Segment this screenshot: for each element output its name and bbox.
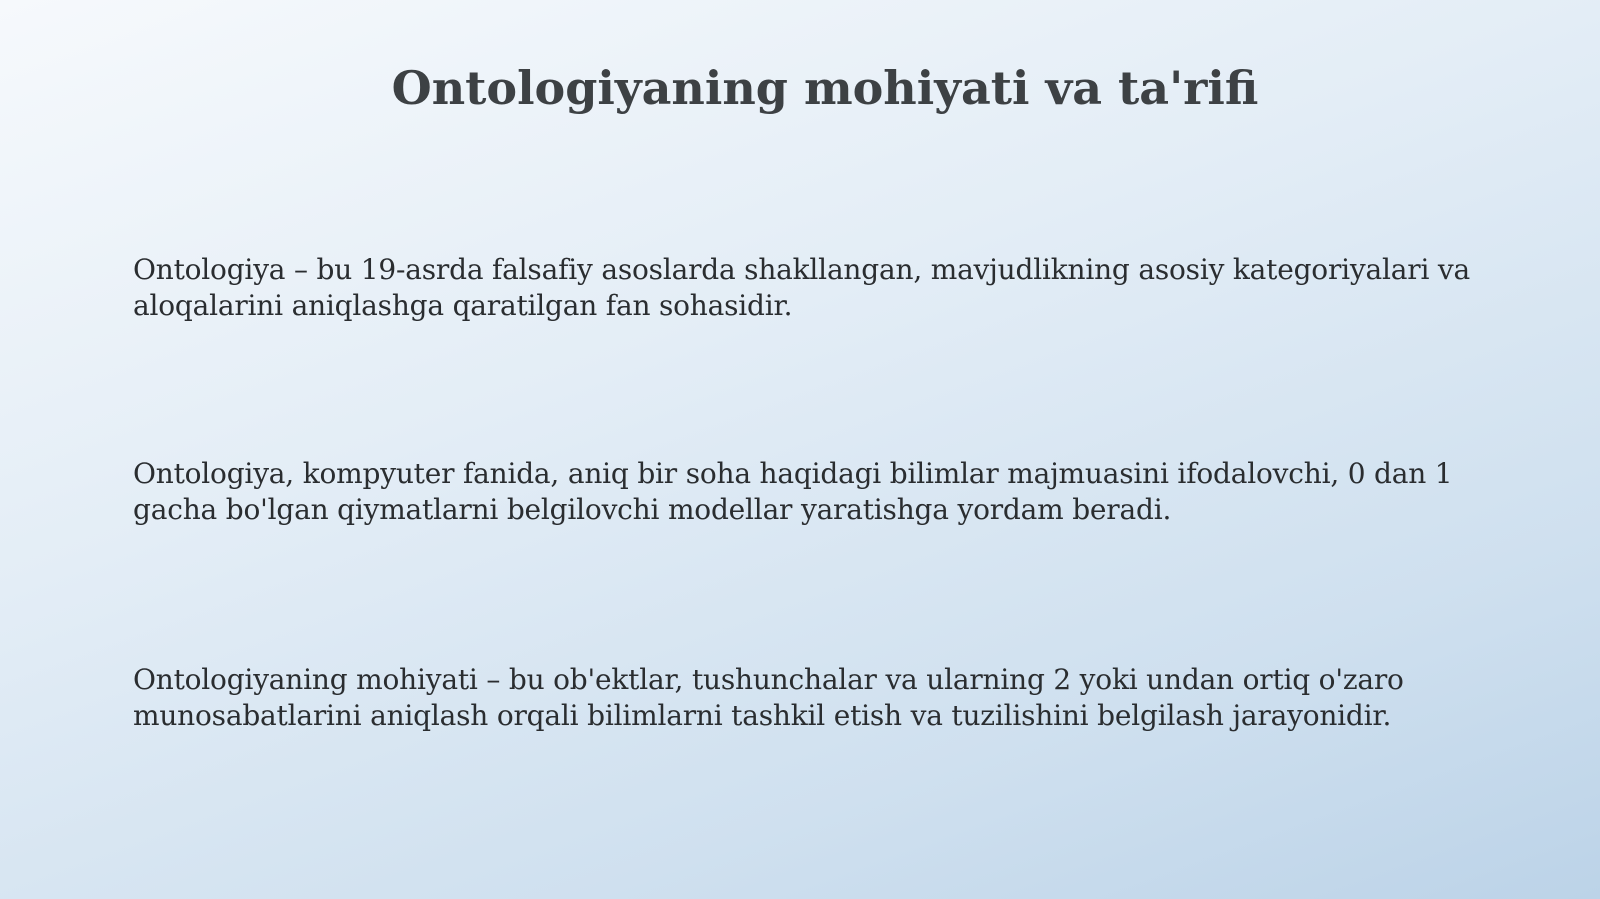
paragraph-ontology-computer-science: Ontologiya, kompyuter fanida, aniq bir soha haqidagi bilimlar majmuasini ifodalovchi, 0 dan 1 gacha bo'lgan qiymatlarni belgilovchi modellar yaratishga yordam beradi. — [133, 457, 1453, 526]
paragraph-ontology-definition: Ontologiya – bu 19-asrda falsafiy asoslarda shakllangan, mavjudlikning asosiy kategoriyalari va aloqalarini aniqlashga qaratilgan fan sohasidir. — [133, 253, 1471, 322]
paragraph-ontology-essence: Ontologiyaning mohiyati – bu ob'ektlar, tushunchalar va ularning 2 yoki undan ortiq o'zaro munosabatlarini aniqlash orqali bilimlarni tashkil etish va tuzilishini belgilash jarayonidir. — [133, 663, 1404, 732]
slide-title: Ontologiyaning mohiyati va ta'rifi — [391, 61, 1259, 115]
